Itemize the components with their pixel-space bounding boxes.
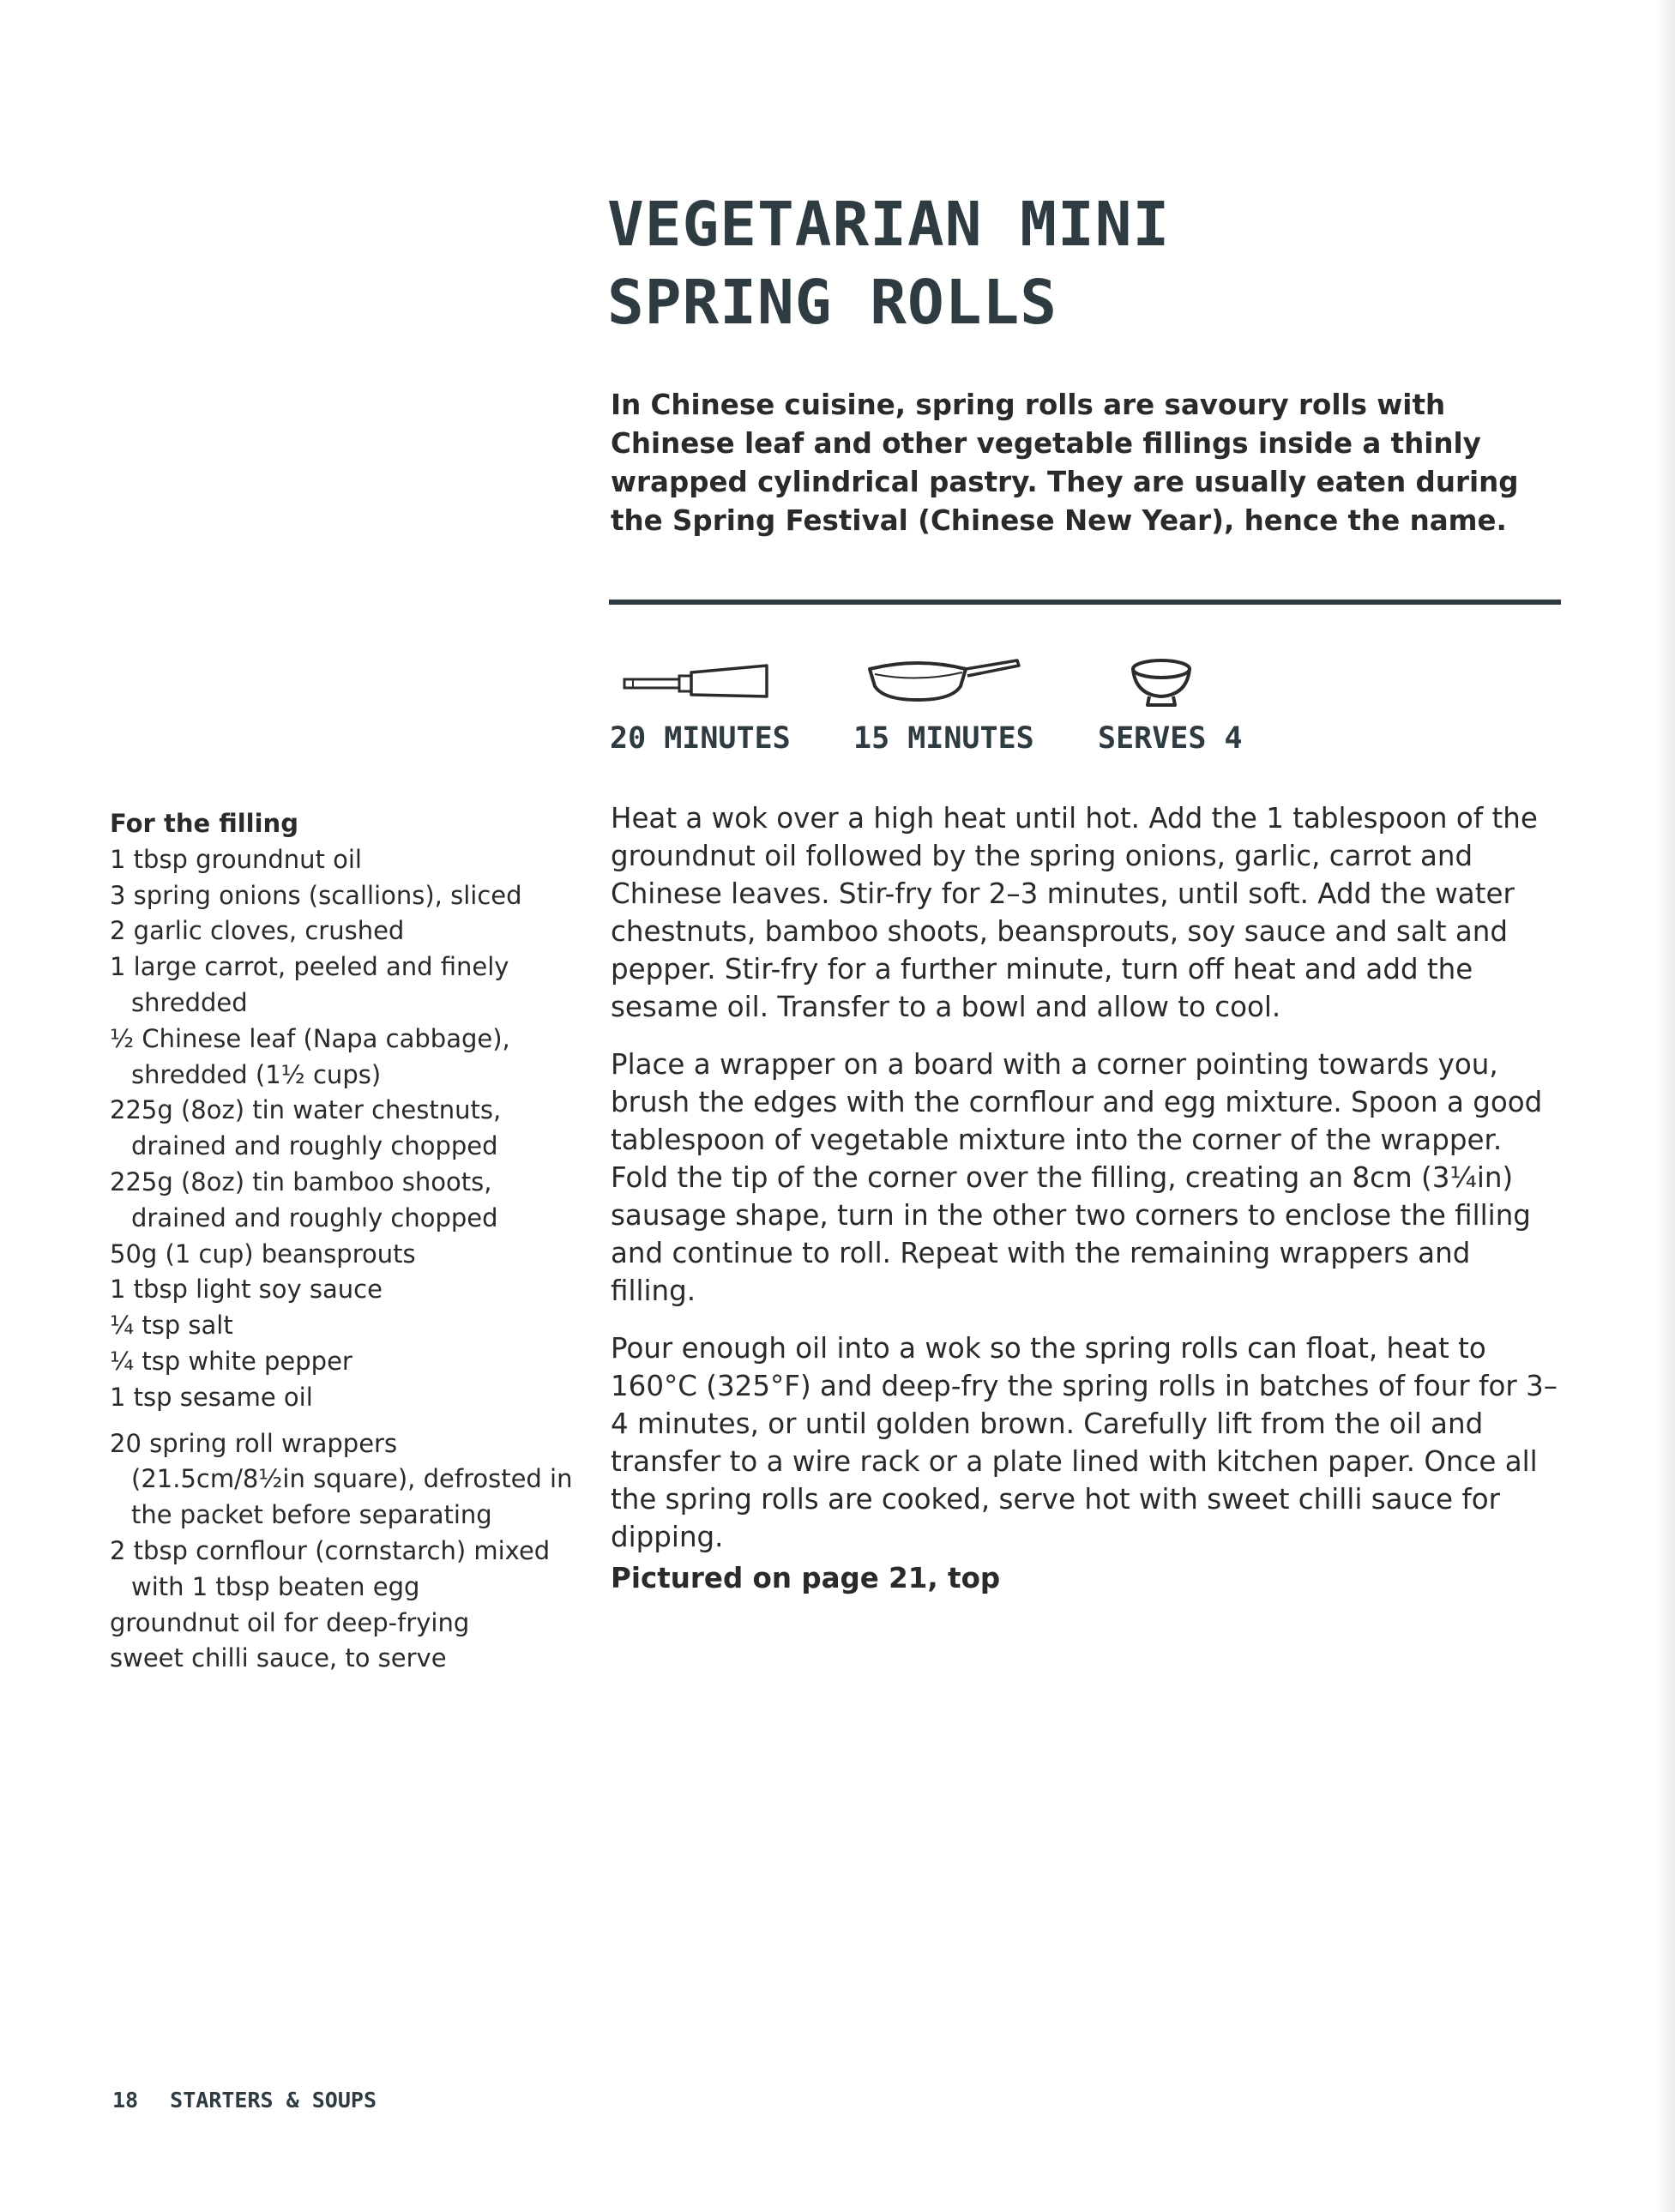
page-footer — [112, 2086, 377, 2115]
ingredient: 1 tbsp groundnut oil — [110, 844, 362, 874]
section-name: STARTERS & SOUPS — [170, 2088, 377, 2113]
pan-icon — [866, 655, 1022, 707]
ingredient: 2 tbsp cornflour (cornstarch) mixed with 1 tbsp beaten egg — [110, 1535, 551, 1601]
ingredient: sweet chilli sauce, to serve — [110, 1643, 447, 1673]
page-number: 18 — [112, 2088, 139, 2113]
method-step: Pour enough oil into a wok so the spring rolls can float, heat to 160°C (325°F) and deep-fry the spring rolls in batches of four for 3–4 minutes, or until golden brown. Carefully lift from the oil and transfer to a wire rack or a plate lined with kitchen paper. Once all the spring rolls are cooked, serve hot with sweet chilli sauce for dipping. — [611, 1332, 1558, 1553]
ingredient: 1 large carrot, peeled and finely shredded — [110, 952, 509, 1017]
cook-time: 15 MINUTES — [853, 721, 1034, 756]
ingredient: 1 tsp sesame oil — [110, 1382, 313, 1412]
recipe-intro: In Chinese cuisine, spring rolls are savoury rolls with Chinese leaf and other vegetable fillings inside a thinly wrapped cylindrical pastry. They are usually eaten during the Spring Festival (Chinese New Year), hence the name. — [611, 389, 1519, 537]
ingredient: groundnut oil for deep-frying — [110, 1607, 470, 1637]
bowl-icon — [1129, 657, 1194, 710]
title-line-1: VEGETARIAN MINI — [607, 189, 1171, 260]
method-step: Place a wrapper on a board with a corner pointing towards you, brush the edges with the cornflour and egg mixture. Spoon a good tablespoon of vegetable mixture into the corner of the wrapper. Fold the tip of the corner over the filling, creating an 8cm (3¼in) sausage shape, turn in the other two corners to enclose the filling and continue to roll. Repeat with the remaining wrappers and filling. — [611, 1048, 1543, 1307]
ingredient: 50g (1 cup) beansprouts — [110, 1239, 416, 1269]
ingredient: ¼ tsp white pepper — [110, 1346, 352, 1376]
ingredient: ¼ tsp salt — [110, 1311, 233, 1341]
page-edge-shadow — [1656, 0, 1675, 2212]
knife-icon — [623, 660, 770, 703]
prep-time: 20 MINUTES — [610, 721, 791, 756]
divider-rule — [609, 600, 1561, 605]
title-line-2: SPRING ROLLS — [607, 267, 1057, 338]
servings: SERVES 4 — [1098, 721, 1243, 756]
ingredient: 20 spring roll wrappers (21.5cm/8½in square), defrosted in the packet before separating — [110, 1428, 573, 1530]
ingredients-heading: For the filling — [110, 809, 298, 838]
ingredients-list — [110, 806, 573, 1677]
ingredient: 225g (8oz) tin water chestnuts, drained and roughly chopped — [110, 1095, 502, 1161]
ingredients-gap — [110, 1416, 573, 1426]
ingredient: 1 tbsp light soy sauce — [110, 1275, 383, 1305]
ingredient: 2 garlic cloves, crushed — [110, 916, 405, 946]
ingredient: 3 spring onions (scallions), sliced — [110, 880, 522, 910]
pictured-reference: Pictured on page 21, top — [611, 1562, 1001, 1594]
method-steps — [611, 799, 1563, 1576]
recipe-title — [607, 185, 1465, 341]
ingredient: 225g (8oz) tin bamboo shoots, drained and roughly chopped — [110, 1166, 498, 1233]
ingredient: ½ Chinese leaf (Napa cabbage), shredded (1½ cups) — [110, 1023, 510, 1089]
method-step: Heat a wok over a high heat until hot. Add the 1 tablespoon of the groundnut oil followed by the spring onions, garlic, carrot and Chinese leaves. Stir-fry for 2–3 minutes, until soft. Add the water chestnuts, bamboo shoots, beansprouts, soy sauce and salt and pepper. Stir-fry for a further minute, turn off heat and add the sesame oil. Transfer to a bowl and allow to cool. — [611, 802, 1538, 1023]
